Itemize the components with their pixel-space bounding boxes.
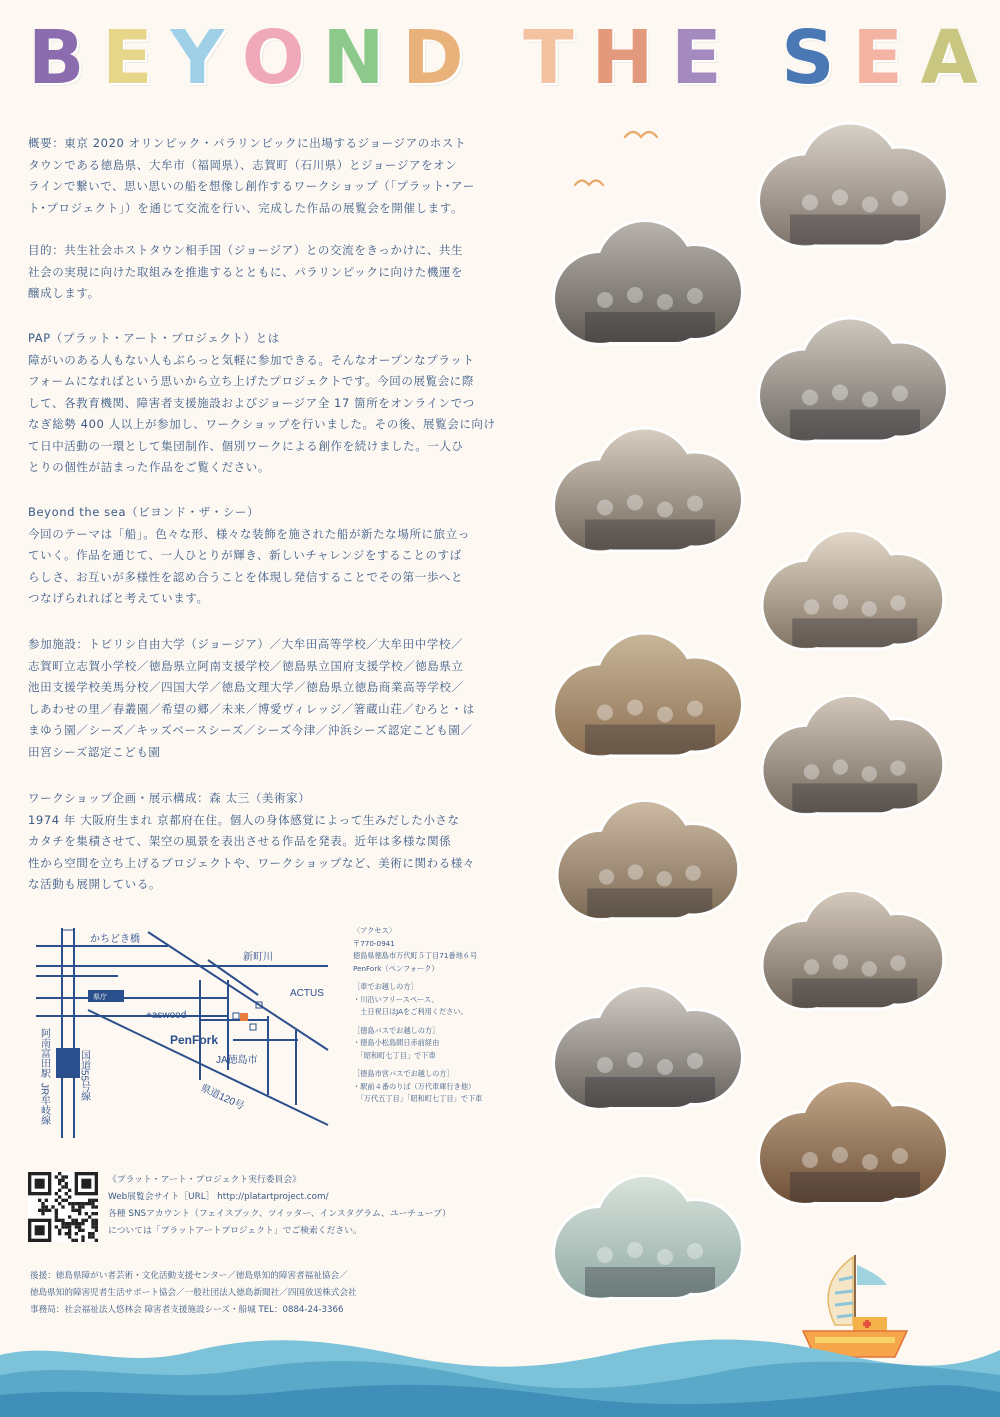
facilities-line: 参加施設：トビリシ自由大学（ジョージア）／大牟田高等学校／大牟田中学校／ bbox=[28, 637, 464, 651]
artist-line: な活動も展開している。 bbox=[28, 877, 162, 891]
sponsor-info bbox=[108, 1172, 508, 1240]
birds-illustration bbox=[565, 115, 685, 195]
pap-section bbox=[28, 328, 508, 479]
map-label-kachidoki: かちどき橋 bbox=[90, 934, 140, 945]
purpose-line: 社会の実現に向けた取組みを推進するとともに、パラリンピックに向けた機運を bbox=[28, 264, 464, 279]
map-label-pref120: 県道120号 bbox=[198, 1082, 246, 1113]
pap-line: フォームになればという思いから立ち上げたプロジェクトです。今回の展覧会に際 bbox=[28, 374, 474, 388]
map-label-kencho: 県庁 bbox=[93, 994, 107, 1001]
workshop-photo bbox=[750, 890, 950, 1015]
access-map bbox=[28, 920, 338, 1140]
access-line: ［車でお越しの方］ bbox=[353, 982, 418, 991]
map-label-penfork: PenFork bbox=[170, 1033, 219, 1047]
support-info bbox=[30, 1268, 510, 1319]
artist-heading: ワークショップ企画・展示構成：森 太三（美術家） bbox=[28, 791, 311, 805]
workshop-photo bbox=[545, 800, 745, 925]
support-line: 徳島県知的障害児者生活サポート協会／一般社団法人徳島新聞社／四国放送株式会社 bbox=[30, 1288, 357, 1298]
access-line: ・徳島小松島間日赤前経由 bbox=[353, 1038, 440, 1047]
title-letter: N bbox=[322, 15, 385, 101]
qr-code[interactable] bbox=[28, 1172, 98, 1242]
overview-line: ト･プロジェクト」）を通じて交流を行い、完成した作品の展覧会を開催します。 bbox=[28, 200, 464, 215]
workshop-photo bbox=[545, 985, 745, 1115]
workshop-photo bbox=[545, 1175, 745, 1305]
title-letter: E bbox=[102, 15, 153, 101]
title-letter: T bbox=[523, 15, 574, 101]
support-line: 後援：徳島県障がい者芸術・文化活動支援センター／徳島県知的障害者福祉協会／ bbox=[30, 1271, 348, 1281]
title-letter: S bbox=[781, 15, 835, 101]
access-line: ・駅前４番のりば（万代車庫行き他） bbox=[353, 1081, 476, 1091]
facilities-line: 池田支援学校美馬分校／四国大学／徳島文理大学／徳島県立徳島商業高等学校／ bbox=[28, 680, 464, 694]
map-label-route55: 国道55号線 bbox=[78, 1050, 90, 1102]
overview-line: ラインで繋いで、思い思いの船を想像し創作するワークショップ（「プラット･アー bbox=[28, 179, 475, 193]
workshop-photo bbox=[750, 1080, 950, 1210]
support-line: 事務局：社会福祉法人悠林会 障害者支援施設シーズ・船城 TEL：0884-24-3366 bbox=[30, 1305, 344, 1315]
pap-line: とりの個性が詰まった作品をご覧ください。 bbox=[28, 460, 270, 474]
overview-line: 概要：東京 2020 オリンピック・パラリンピックに出場するジョージアのホスト bbox=[28, 136, 467, 150]
artist-line: 性から空間を立ち上げるプロジェクトや、ワークショップなど、美術に関わる様々 bbox=[28, 855, 476, 870]
workshop-photo bbox=[750, 120, 950, 255]
theme-section bbox=[28, 502, 508, 610]
overview-section bbox=[28, 133, 508, 219]
purpose-line: 醸成します。 bbox=[28, 286, 100, 300]
workshop-photo bbox=[545, 630, 745, 765]
workshop-photo bbox=[750, 695, 950, 820]
access-line: ［徳島市営バスでお越しの方］ bbox=[353, 1069, 454, 1078]
facilities-line: しあわせの里／春叢園／希望の郷／未来／博愛ヴィレッジ／箸蔵山荘／むろと・は bbox=[28, 701, 475, 716]
theme-line: らしさ、お互いが多様性を認め合うことを体現し発信することでその第一歩へと bbox=[28, 569, 464, 584]
sea-waves bbox=[0, 1330, 1000, 1417]
title-letter: Y bbox=[170, 15, 225, 101]
workshop-photo bbox=[750, 530, 950, 655]
access-line: 〒770-0941 bbox=[353, 938, 395, 948]
theme-heading: Beyond the sea（ビヨンド・ザ・シー） bbox=[28, 505, 260, 519]
access-line: PenFork（ペンフォーク） bbox=[353, 963, 439, 973]
access-line: 〈アクセス〉 bbox=[353, 926, 396, 935]
purpose-line: 目的：共生社会ホストタウン相手国（ジョージア）との交流をきっかけに、共生 bbox=[28, 243, 464, 257]
map-label-aswood: +aswood bbox=[146, 1010, 187, 1021]
facilities-line: 田宮シーズ認定こども園 bbox=[28, 744, 161, 759]
workshop-photo bbox=[545, 215, 745, 355]
title-letter: E bbox=[671, 15, 722, 101]
pap-line: て日中活動の一環として集団制作、個別ワークによる創作を続けました。一人ひ bbox=[28, 438, 464, 453]
theme-line: ていく。作品を通じて、一人ひとりが輝き、新しいチャレンジをすることのすば bbox=[28, 548, 462, 562]
artist-line: カタチを集積させて、架空の風景を表出させる作品を発表。近年は多様な関係 bbox=[28, 834, 452, 848]
map-label-actus: ACTUS bbox=[290, 988, 324, 999]
workshop-photo bbox=[750, 315, 950, 450]
title-letter: E bbox=[852, 15, 903, 101]
pap-line: して、各教育機関、障害者支援施設およびジョージア全 17 箇所をオンラインでつ bbox=[28, 395, 475, 410]
map-label-station: 阿南富田駅 bbox=[38, 1028, 50, 1078]
page-title bbox=[28, 15, 978, 101]
access-line: 土日祝日はJAをご利用ください。 bbox=[353, 1007, 468, 1016]
title-letter: H bbox=[591, 15, 654, 101]
purpose-section bbox=[28, 240, 508, 305]
access-line: ・川沿いフリースペース、 bbox=[353, 994, 439, 1004]
title-letter: D bbox=[402, 15, 464, 101]
map-label-ja: JA徳島市 bbox=[216, 1055, 258, 1066]
sns-info: については「プラットアートプロジェクト」でご検索ください。 bbox=[108, 1226, 362, 1236]
title-letter: B bbox=[28, 15, 85, 101]
sns-info: 各種 SNSアカウント（フェイスブック、ツイッター、インスタグラム、ユーチューブ） bbox=[108, 1209, 451, 1219]
facilities-section bbox=[28, 634, 508, 763]
access-line: ［徳島バスでお越しの方］ bbox=[353, 1025, 440, 1035]
facilities-line: まゆう園／シーズ／キッズベースシーズ／シーズ今津／沖浜シーズ認定こども園／ bbox=[28, 723, 473, 737]
pap-heading: PAP（プラット・アート・プロジェクト）とは bbox=[28, 331, 280, 345]
overview-line: タウンである徳島県、大牟市（福岡県）、志賀町（石川県）とジョージアをオン bbox=[28, 157, 458, 172]
pap-line: なぎ総勢 400 人以上が参加し、ワークショップを行いました。その後、展覧会に向け bbox=[28, 417, 496, 431]
map-label-jr: JR牟岐線 bbox=[38, 1083, 50, 1126]
artist-section bbox=[28, 788, 508, 896]
access-info bbox=[353, 925, 513, 1106]
access-line: 「万代五丁目」「昭和町七丁目」で下車 bbox=[353, 1094, 483, 1103]
map-label-shinmachi: 新町川 bbox=[243, 952, 273, 963]
access-line: 「昭和町七丁目」で下車 bbox=[353, 1050, 436, 1060]
pap-line: 障がいのある人もない人もぶらっと気軽に参加できる。そんなオープンなプラット bbox=[28, 352, 475, 367]
title-letter: A bbox=[920, 15, 978, 101]
facilities-line: 志賀町立志賀小学校／徳島県立阿南支援学校／徳島県立国府支援学校／徳島県立 bbox=[28, 658, 464, 673]
title-letter: O bbox=[241, 15, 305, 101]
workshop-photo bbox=[545, 425, 745, 560]
website-link[interactable]: Web展覧会サイト［URL］ http://platartproject.com/ bbox=[108, 1192, 329, 1202]
committee-name: 《プラット・アート・プロジェクト実行委員会》 bbox=[108, 1175, 301, 1185]
access-line: 徳島県徳島市万代町５丁目71番地６号 bbox=[353, 951, 478, 960]
theme-line: つなげられればと考えています。 bbox=[28, 591, 209, 605]
artist-line: 1974 年 大阪府生まれ 京都府在住。個人の身体感覚によって生みだした小さな bbox=[28, 812, 460, 827]
theme-line: 今回のテーマは「船」。色々な形、様々な装飾を施された船が新たな場所に旅立っ bbox=[28, 526, 470, 541]
